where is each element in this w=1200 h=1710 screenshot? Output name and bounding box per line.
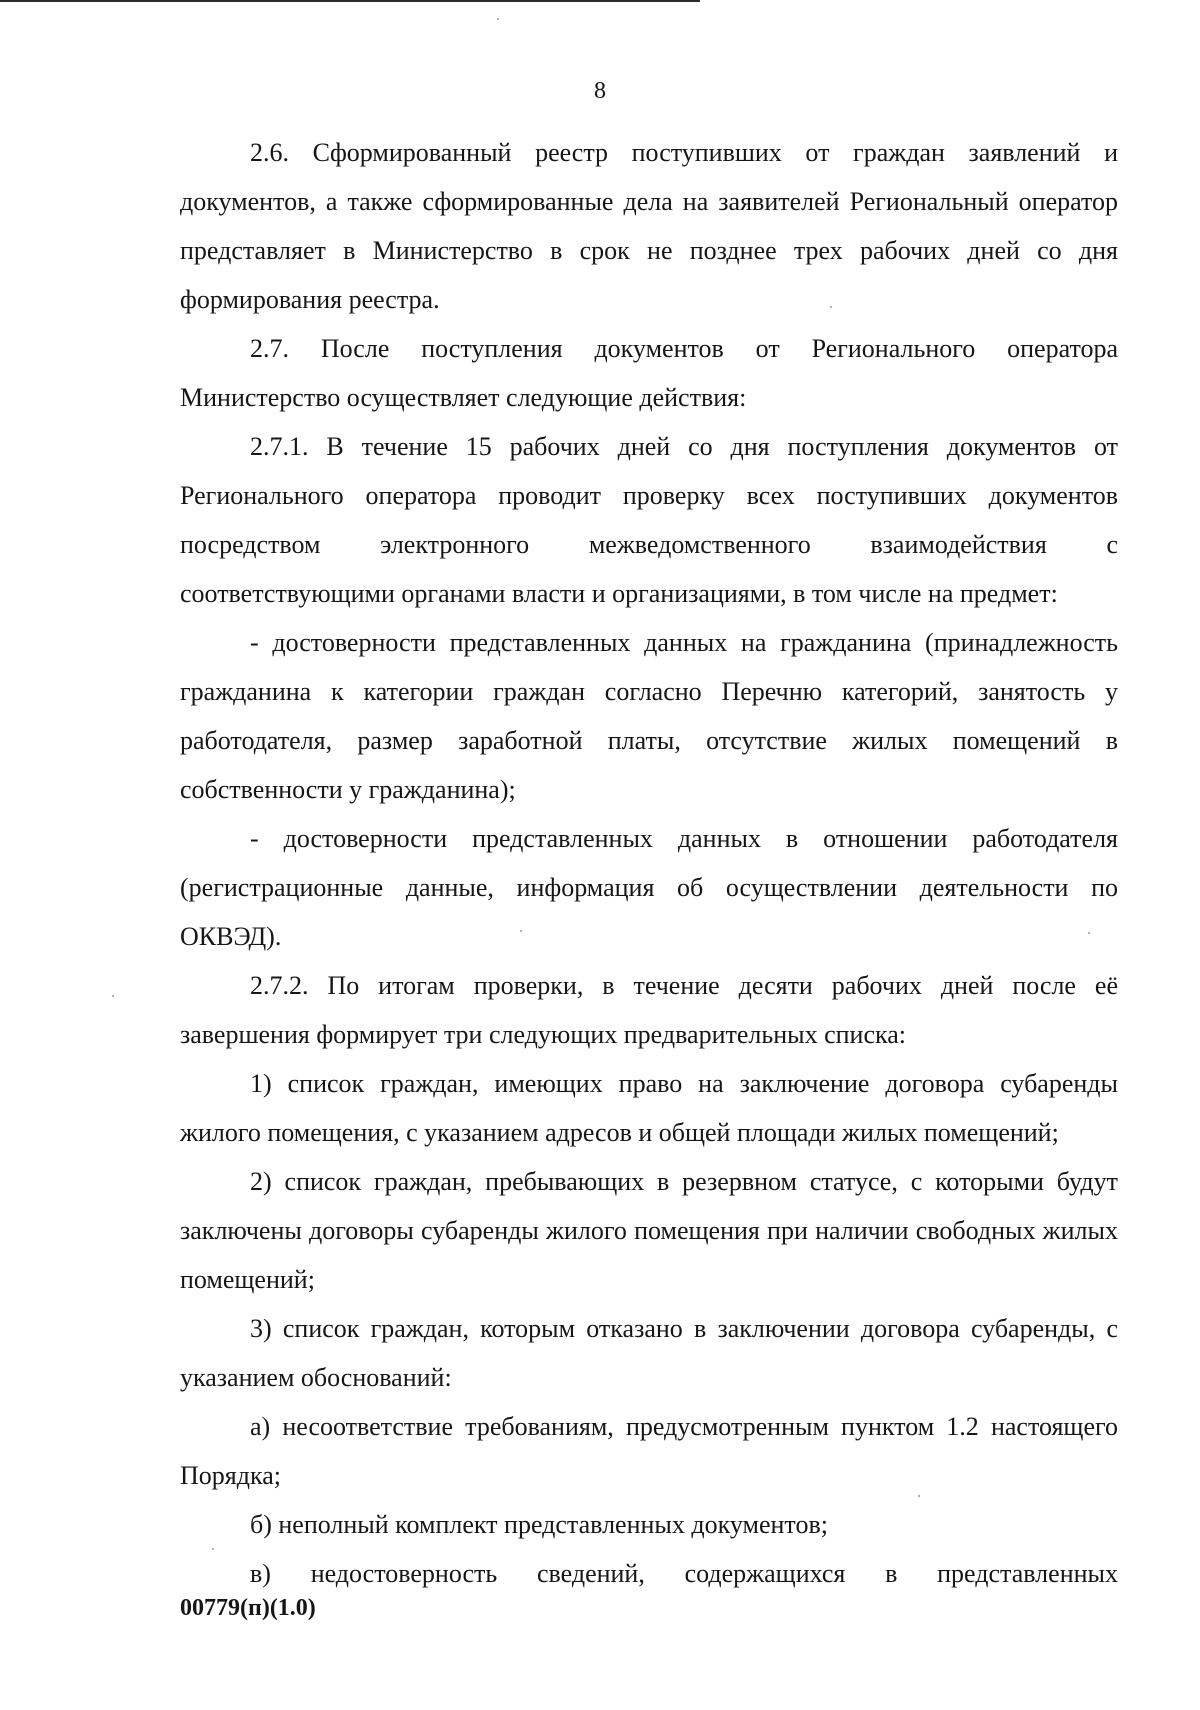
scan-speck [830, 306, 832, 308]
paragraph-2-6: 2.6. Сформированный реестр поступивших от граждан заявлений и документов, а также сформированные дела на заявителей Региональный оператор представляет в Министерство в срок не позднее трех рабочих дней со дня формирования реестра. [180, 138, 1118, 314]
scan-speck [497, 18, 499, 20]
paragraph-2-7: 2.7. После поступления документов от Регионального оператора Министерство осуществляет следующие действия: [180, 334, 1118, 412]
sub-item-b: б) неполный комплект представленных документов; [250, 1510, 828, 1539]
scan-speck [918, 1495, 920, 1497]
document-body [180, 128, 1118, 1598]
page-number: 8 [594, 78, 606, 104]
top-edge-rule [0, 0, 700, 2]
list-item-2: 2) список граждан, пребывающих в резервном статусе, с которыми будут заключены договоры субаренды жилого помещения при наличии свободных жилых помещений; [180, 1167, 1118, 1294]
paragraph-2-7-1: 2.7.1. В течение 15 рабочих дней со дня поступления документов от Регионального оператора проводит проверку всех поступивших документов посредством электронного межведомственного взаимодействия с соответствующими органами власти и организациями, в том числе на предмет: [180, 432, 1118, 608]
bullet-employer-data: - достоверности представленных данных в отношении работодателя (регистрационные данные, информация об осуществлении деятельности по ОКВЭД). [180, 824, 1118, 951]
paragraph-2-7-2: 2.7.2. По итогам проверки, в течение десяти рабочих дней после её завершения формирует три следующих предварительных списка: [180, 971, 1118, 1049]
sub-item-v: в) недостоверность сведений, содержащихся в представленных [250, 1559, 1118, 1588]
bullet-citizen-data: - достоверности представленных данных на гражданина (принадлежность гражданина к категории граждан согласно Перечню категорий, занятость у работодателя, размер заработной платы, отсутствие жилых помещений в собственности у гражданина); [180, 628, 1118, 804]
list-item-3: 3) список граждан, которым отказано в заключении договора субаренды, с указанием обоснований: [180, 1314, 1118, 1392]
scan-speck [1088, 932, 1090, 934]
sub-item-a: а) несоответствие требованиям, предусмотренным пунктом 1.2 настоящего Порядка; [180, 1412, 1118, 1490]
scan-speck [212, 1548, 214, 1550]
scan-speck [520, 930, 522, 932]
list-item-1: 1) список граждан, имеющих право на заключение договора субаренды жилого помещения, с указанием адресов и общей площади жилых помещений; [180, 1069, 1118, 1147]
scan-speck [112, 995, 114, 997]
document-code: 00779(п)(1.0) [180, 1595, 316, 1621]
